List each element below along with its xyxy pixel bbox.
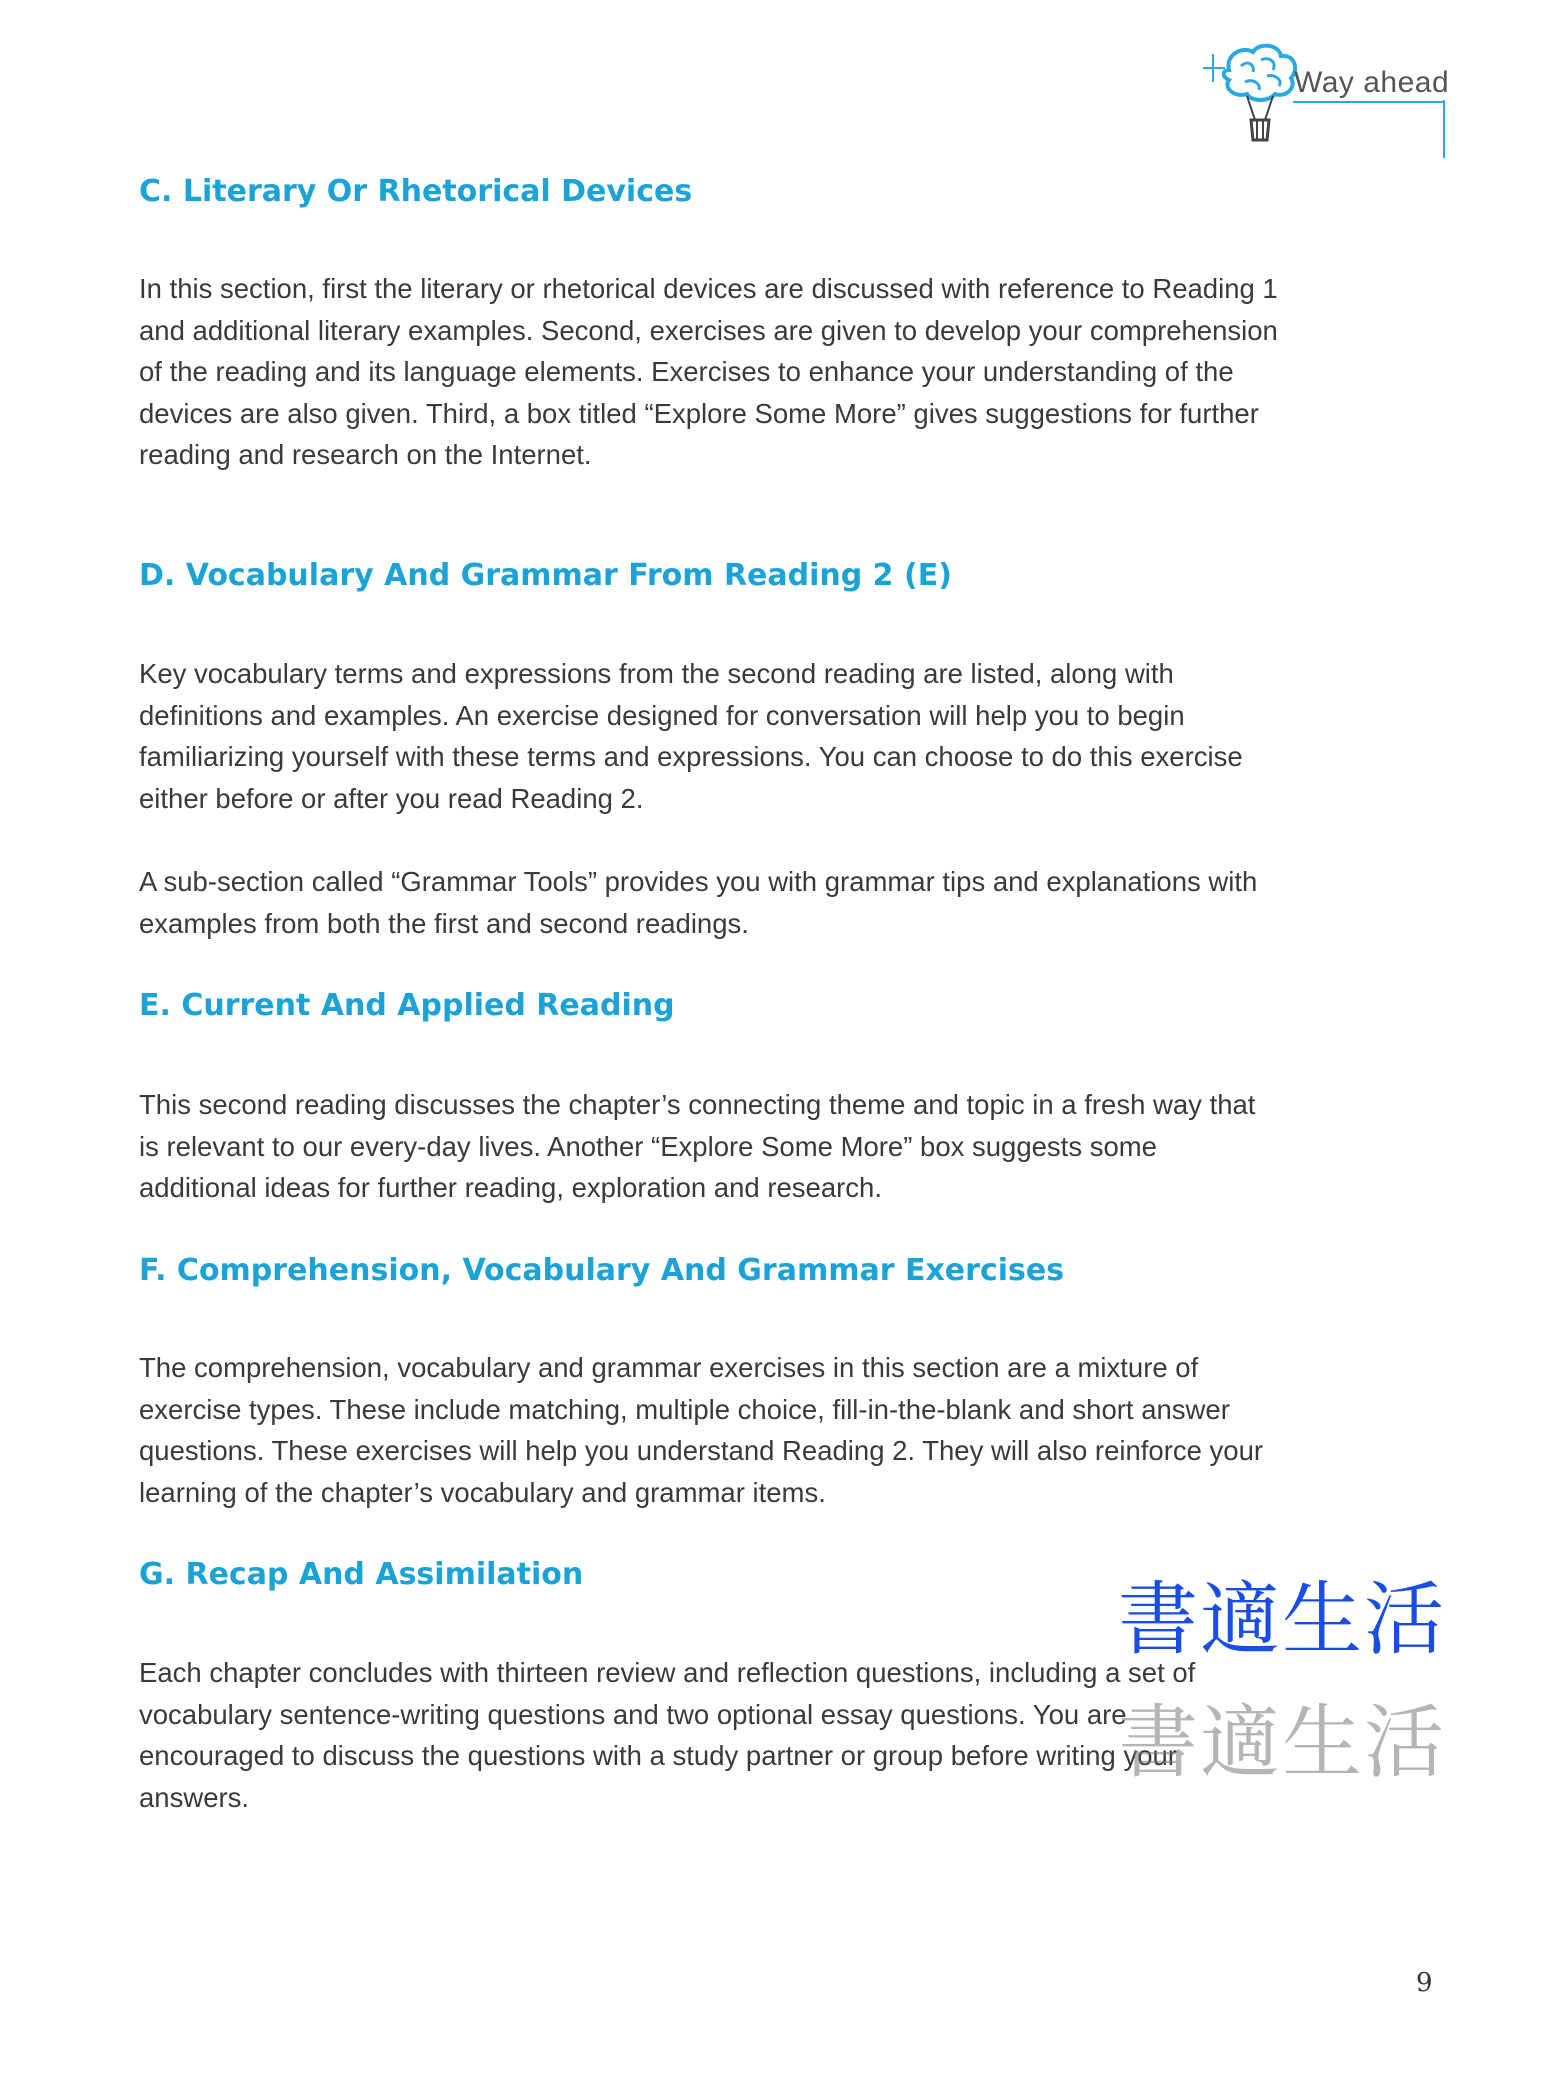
page-number: 9 (1416, 1968, 1433, 1998)
section-g-paragraph: Each chapter concludes with thirteen review and reflection questions, including a set of vocabulary sentence-writing questions and two optional essay questions. You are encouraged to discuss the questions with a study partner or group before writing your answers. (139, 1657, 1196, 1813)
section-heading-e: E. Current And Applied Reading (139, 988, 675, 1023)
section-d-paragraph-2: A sub-section called “Grammar Tools” provides you with grammar tips and explanations with examples from both the first and second readings. (139, 866, 1258, 939)
section-heading-d: D. Vocabulary And Grammar From Reading 2 (E) (139, 558, 952, 593)
brain-balloon-icon (1195, 40, 1445, 160)
section-d-paragraph-1: Key vocabulary terms and expressions from the second reading are listed, along with definitions and examples. An exercise designed for conversation will help you to begin familiarizing yourself with these terms and expressions. You can choose to do this exercise either before or after you read Reading 2. (139, 658, 1243, 814)
header-accent-line (1443, 100, 1445, 158)
section-c-paragraph: In this section, first the literary or rhetorical devices are discussed with reference to Reading 1 and additional literary examples. Second, exercises are given to develop your comprehension of the reading and its language elements. Exercises to enhance your understanding of the devices are also given. Third, a box titled “Explore Some More” gives suggestions for further reading and research on the Internet. (139, 273, 1278, 470)
section-heading-c: C. Literary Or Rhetorical Devices (139, 174, 693, 209)
watermark-secondary: 書適生活 (1118, 1696, 1446, 1789)
section-heading-g: G. Recap And Assimilation (139, 1557, 584, 1592)
watermark-primary: 書適生活 (1118, 1573, 1446, 1666)
section-e-paragraph: This second reading discusses the chapter’s connecting theme and topic in a fresh way that is relevant to our every-day lives. Another “Explore Some More” box suggests some additional ideas for further reading, exploration and research. (139, 1089, 1256, 1203)
header-logo (1195, 40, 1445, 160)
section-heading-f: F. Comprehension, Vocabulary And Grammar Exercises (139, 1253, 1065, 1288)
logo-text: Way ahead (1294, 66, 1450, 99)
section-f-paragraph: The comprehension, vocabulary and grammar exercises in this section are a mixture of exercise types. These include matching, multiple choice, fill-in-the-blank and short answer questions. These exercises will help you understand Reading 2. They will also reinforce your learning of the chapter’s vocabulary and grammar items. (139, 1352, 1264, 1508)
